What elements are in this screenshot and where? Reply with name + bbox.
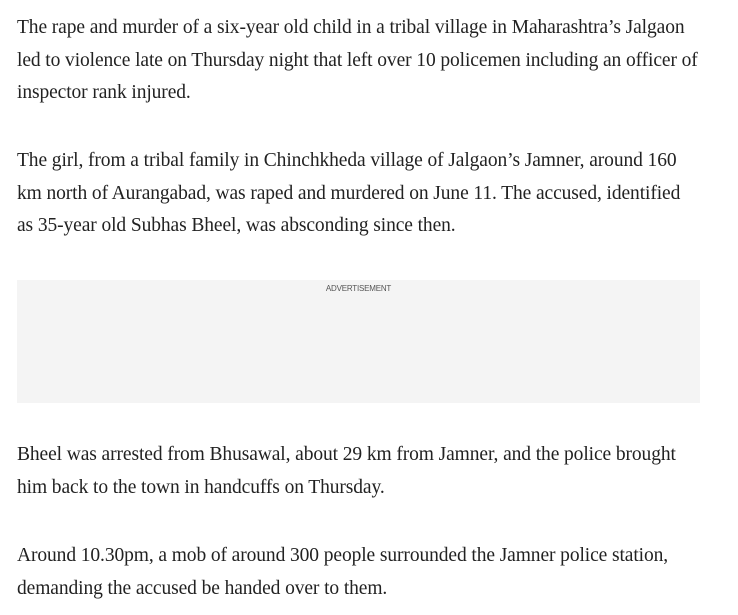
article-paragraph: The girl, from a tribal family in Chinchkheda village of Jalgaon’s Jamner, around 160 km north of Aurangabad, was raped and murdered on June 11. The accused, identified as 35-year old Subhas Bheel, was absconding since then. xyxy=(17,150,681,236)
article-paragraph: Bheel was arrested from Bhusawal, about 29 km from Jamner, and the police brought him back to the town in handcuffs on Thursday. xyxy=(17,444,676,498)
article-paragraph: Around 10.30pm, a mob of around 300 people surrounded the Jamner police station, demanding the accused be handed over to them. xyxy=(17,545,669,599)
article-paragraph: The rape and murder of a six-year old child in a tribal village in Maharashtra’s Jalgaon led to violence late on Thursday night that left over 10 policemen including an officer of inspector rank injured. xyxy=(17,17,698,103)
advertisement-slot[interactable] xyxy=(17,280,700,403)
advertisement-label: ADVERTISEMENT xyxy=(325,284,392,293)
